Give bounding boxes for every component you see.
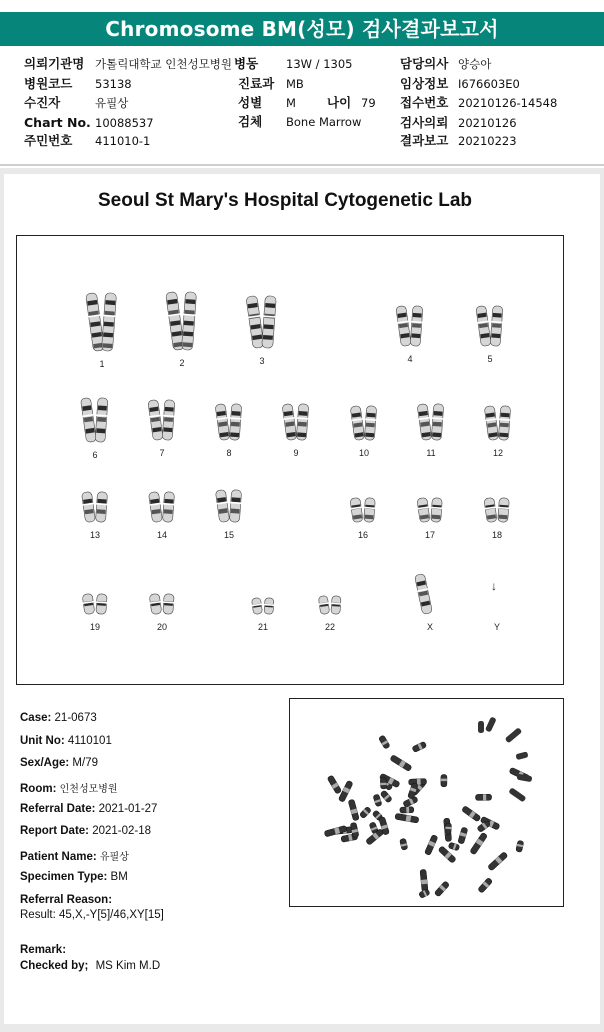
metaphase-chromosome	[420, 869, 428, 891]
chromosome-label: 22	[324, 622, 335, 632]
chromosome-pair-14	[137, 488, 187, 528]
chromosome-label: 9	[293, 448, 299, 458]
chromosome-label: 8	[226, 448, 232, 458]
header-value: 13W / 1305	[286, 57, 353, 71]
remark-row: Remark:	[20, 944, 67, 956]
chromosome-pair-16	[338, 494, 388, 528]
chromosome-label: Y	[493, 622, 500, 632]
y-missing-arrow-icon: ↓	[491, 579, 497, 593]
report-title: Chromosome BM(성모) 검사결과보고서	[0, 12, 604, 46]
metaphase-chromosome	[508, 787, 526, 802]
chromosome-pair-2	[157, 288, 207, 356]
chromosome-label: 19	[89, 622, 100, 632]
karyotype-image	[16, 235, 564, 685]
chromosome-label: 10	[358, 448, 369, 458]
chromosome-label: 11	[426, 448, 436, 458]
metaphase-chromosome	[478, 721, 484, 733]
metaphase-chromosome	[516, 840, 524, 852]
metaphase-chromosome	[505, 727, 523, 743]
metaphase-chromosome	[400, 838, 408, 850]
header-value: Bone Marrow	[286, 115, 362, 129]
metaphase-chromosome	[359, 806, 371, 819]
metaphase-chromosome	[470, 832, 488, 855]
chromosome-label: 1	[99, 359, 105, 369]
chromosome-pair-9	[271, 400, 321, 446]
header-value: M	[286, 96, 296, 110]
metaphase-chromosome	[390, 755, 412, 772]
specimen-type-row: Specimen Type: BM	[20, 871, 128, 883]
header-label: 담당의사	[400, 56, 449, 71]
chromosome-label: 5	[487, 354, 493, 364]
header-label: 임상정보	[400, 76, 449, 91]
chromosome-pair-17	[405, 494, 455, 528]
chromosome-label: 15	[223, 530, 234, 540]
chromosome-pair-3	[237, 292, 287, 354]
report-date-row: Report Date: 2021-02-18	[20, 825, 152, 837]
referral-reason-row: Referral Reason:	[20, 894, 113, 906]
header-value: 10088537	[95, 116, 154, 130]
header-value: 양승아	[458, 57, 492, 71]
header-label: 수진자	[24, 95, 61, 110]
header-value: 가톨릭대학교 인천성모병원	[95, 57, 232, 71]
metaphase-chromosome	[378, 735, 390, 749]
chromosome-label: 16	[357, 530, 368, 540]
chromosome-label: 4	[407, 354, 413, 364]
chromosome-pair-7	[137, 396, 187, 446]
chromosome-pair-10	[339, 402, 389, 446]
chromosome-pair-5	[465, 302, 515, 352]
case-row: Case: 21-0673	[20, 712, 97, 724]
chromosome-pair-18	[472, 494, 522, 528]
lab-title: Seoul St Mary's Hospital Cytogenetic Lab	[97, 190, 473, 211]
header-label: 결과보고	[400, 133, 449, 148]
header-label: 병동	[234, 56, 259, 71]
chromosome-pair-15	[204, 486, 254, 528]
chromosome-label: 3	[259, 356, 265, 366]
metaphase-chromosome	[458, 827, 468, 844]
chromosome-pair-4	[385, 302, 435, 352]
chromosome-pair-20	[137, 590, 187, 620]
header-label: 검체	[238, 114, 263, 129]
header-value: I676603E0	[458, 77, 520, 91]
header-divider	[0, 164, 604, 166]
chromosome-pair-6	[70, 394, 120, 448]
header-label: 검사의뢰	[400, 115, 449, 130]
metaphase-chromosome	[418, 889, 430, 899]
chromosome-pair-21	[238, 594, 288, 620]
metaphase-chromosome	[461, 805, 481, 821]
metaphase-chromosome	[424, 834, 438, 855]
chromosome-label: 13	[89, 530, 100, 540]
header-value: 411010-1	[95, 134, 151, 148]
metaphase-chromosome	[485, 716, 497, 732]
header-value: 79	[361, 96, 376, 110]
metaphase-chromosome	[373, 794, 382, 807]
header-value: 20210126	[458, 116, 517, 130]
chromosome-label: 18	[491, 530, 502, 540]
result-row: Result: 45,X,-Y[5]/46,XY[15]	[20, 909, 164, 921]
header-label: Chart No.	[24, 115, 91, 130]
metaphase-chromosome	[515, 751, 528, 760]
header-label: 성별	[238, 95, 263, 110]
patient-name-row: Patient Name: 유필상	[20, 851, 129, 863]
metaphase-chromosome	[448, 842, 460, 851]
header-value: 20210223	[458, 134, 517, 148]
metaphase-chromosome	[441, 774, 447, 786]
metaphase-chromosome	[409, 779, 427, 786]
header-label: 병원코드	[24, 76, 73, 91]
metaphase-chromosome	[412, 741, 427, 752]
chromosome-pair-Y	[472, 580, 522, 620]
chromosome-pair-22	[305, 592, 355, 620]
metaphase-chromosome	[434, 881, 450, 897]
header-label: 진료과	[238, 76, 275, 91]
room-row: Room: 인천성모병원	[20, 783, 118, 795]
chromosome-pair-X	[405, 570, 455, 620]
metaphase-chromosome	[478, 877, 493, 893]
metaphase-spread	[290, 699, 563, 906]
metaphase-image	[289, 698, 564, 907]
chromosome-label: 21	[257, 622, 268, 632]
chromosome-label: 6	[92, 450, 98, 460]
metaphase-chromosome	[380, 790, 393, 803]
chromosome-pair-1	[77, 289, 127, 357]
chromosome-label: 20	[156, 622, 167, 632]
referral-date-row: Referral Date: 2021-01-27	[20, 803, 158, 815]
header-value: 유필상	[95, 96, 129, 110]
chromosome-label: 17	[424, 530, 435, 540]
unit-no-row: Unit No: 4110101	[20, 735, 112, 747]
checked-by-row: Checked by; MS Kim M.D	[20, 960, 161, 972]
header-label: 주민번호	[24, 133, 73, 148]
chromosome-pair-11	[406, 400, 456, 446]
header-label: 의뢰기관명	[24, 56, 85, 71]
metaphase-chromosome	[380, 778, 386, 789]
chromosome-pair-13	[70, 488, 120, 528]
header-label: 접수번호	[400, 95, 449, 110]
sex-age-row: Sex/Age: M/79	[20, 757, 98, 769]
chromosome-label: 2	[179, 358, 185, 368]
metaphase-chromosome	[327, 775, 342, 794]
header-label: 나이	[327, 95, 352, 110]
chromosome-label: 7	[159, 448, 165, 458]
header-value: 20210126-14548	[458, 96, 558, 110]
metaphase-chromosome	[400, 807, 414, 814]
chromosome-pair-19	[70, 590, 120, 620]
metaphase-chromosome	[517, 774, 533, 783]
chromosome-label: X	[426, 622, 433, 632]
chromosome-label: 12	[492, 448, 503, 458]
chromosome-pair-12	[473, 402, 523, 446]
metaphase-chromosome	[475, 794, 491, 800]
metaphase-chromosome	[395, 813, 419, 823]
header-value: MB	[286, 77, 304, 91]
metaphase-chromosome	[324, 825, 347, 837]
metaphase-chromosome	[445, 823, 452, 834]
metaphase-chromosome	[487, 851, 508, 871]
chromosome-label: 14	[156, 530, 167, 540]
metaphase-chromosome	[348, 799, 359, 821]
header-value: 53138	[95, 77, 132, 91]
chromosome-pair-8	[204, 400, 254, 446]
